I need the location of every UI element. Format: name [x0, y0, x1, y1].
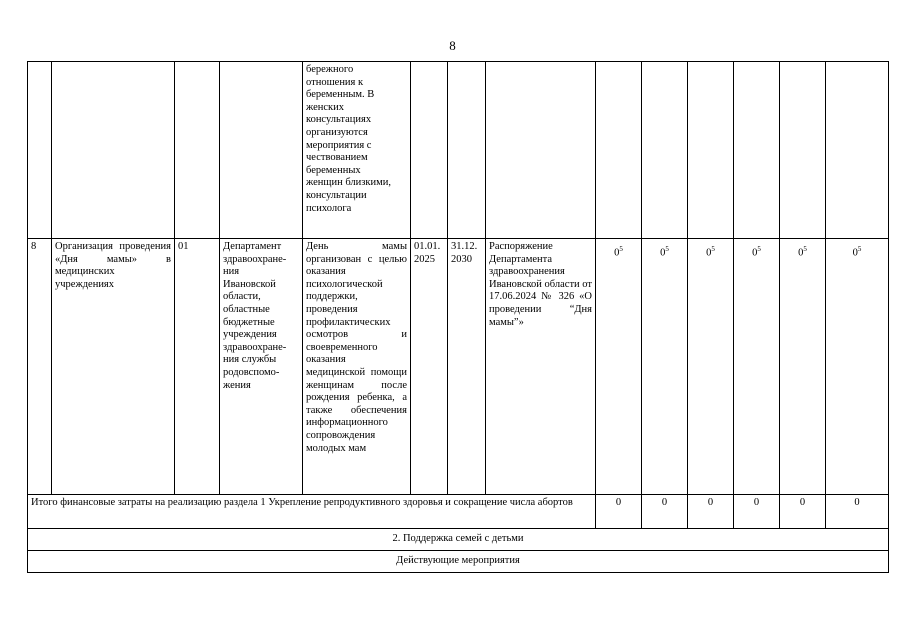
measure-value: $0^5$ [688, 239, 734, 495]
footnote-mark: 5 [711, 245, 715, 253]
page-number: 8 [449, 38, 456, 53]
measure-value: $0^5$ [596, 239, 642, 495]
footnote-mark: 5 [665, 245, 669, 253]
total-value: 0 [642, 495, 688, 529]
cell-number [28, 62, 52, 239]
total-value: 0 [688, 495, 734, 529]
continuation-description: бережного отношения к беременным. В женских консультациях организуются мероприятия с чествованием беременных женщин близкими, консультации психолога [303, 62, 411, 239]
cell-start [411, 62, 448, 239]
total-row [28, 495, 889, 529]
measure-row-8 [28, 239, 889, 495]
cell-value [734, 62, 780, 239]
measure-value: $0^5$ [826, 239, 889, 495]
measure-end-date: 31.12. 2030 [448, 239, 486, 495]
cell-value [642, 62, 688, 239]
cell-value [826, 62, 889, 239]
measure-code: 01 [175, 239, 220, 495]
measure-value: $0^5$ [780, 239, 826, 495]
total-value: 0 [826, 495, 889, 529]
footnote-mark: 5 [619, 245, 623, 253]
measure-executor: Департамент здравоохране- ния Ивановской области, областные бюджетные учреждения здравоохране- ния службы родовспомо- жения [220, 239, 303, 495]
footnote-mark: 5 [803, 245, 807, 253]
footnote-mark: 5 [757, 245, 761, 253]
cell-value [780, 62, 826, 239]
cell-code [175, 62, 220, 239]
measure-number: 8 [28, 239, 52, 495]
total-value: 0 [780, 495, 826, 529]
section-title: 2. Поддержка семей с детьми [28, 529, 889, 551]
cell-document [486, 62, 596, 239]
section-header-row [28, 529, 889, 551]
total-value: 0 [596, 495, 642, 529]
continuation-row [28, 62, 889, 239]
measure-value: $0^5$ [734, 239, 780, 495]
cell-value [596, 62, 642, 239]
measure-start-date: 01.01. 2025 [411, 239, 448, 495]
cell-value [688, 62, 734, 239]
subsection-title: Действующие мероприятия [28, 551, 889, 573]
cell-name [52, 62, 175, 239]
footnote-mark: 5 [857, 245, 862, 253]
cell-end [448, 62, 486, 239]
cell-executor [220, 62, 303, 239]
measure-description: День мамы организован с целью оказания психологической поддержки, проведения профилактических осмотров и своевременного оказания медицинской помощи женщинам после рождения ребенка, а также обеспечения информационного сопровождения молодых мам [303, 239, 411, 495]
measure-value: $0^5$ [642, 239, 688, 495]
total-label: Итого финансовые затраты на реализацию раздела 1 Укрепление репродуктивного здоровья и сокращение числа абортов [28, 495, 596, 529]
measure-document: Распоряжение Департамента здравоохранения Ивановской области от 17.06.2024 № 326 «О проведении “Дня мамы”» [486, 239, 596, 495]
total-value: 0 [734, 495, 780, 529]
subsection-header-row [28, 551, 889, 573]
measures-table [27, 61, 889, 573]
measure-name: Организация проведения «Дня мамы» в медицинских учреждениях [52, 239, 175, 495]
